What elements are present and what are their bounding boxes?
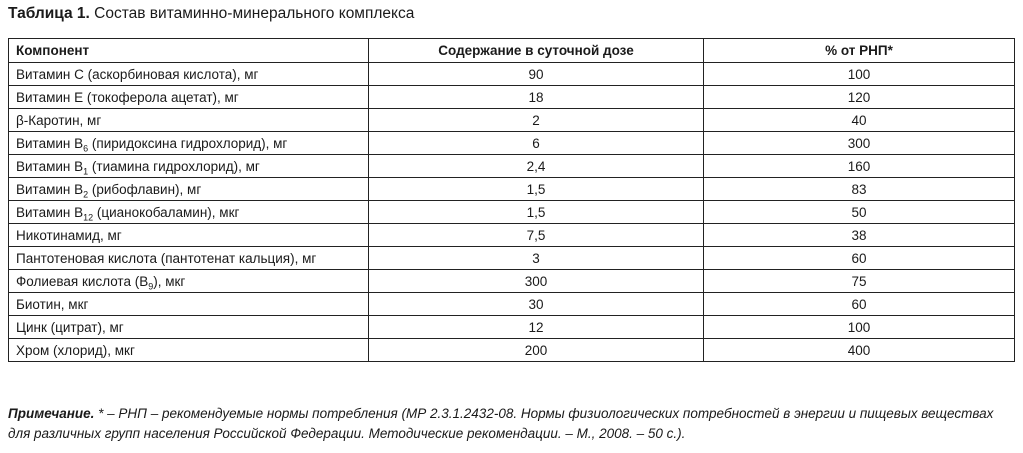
row-pct: 38 [704, 224, 1015, 247]
header-component: Компонент [9, 39, 369, 63]
row-pct: 160 [704, 155, 1015, 178]
row-name-subscript: 12 [83, 212, 94, 223]
row-name: Хром (хлорид), мкг [9, 339, 369, 362]
row-dose: 300 [369, 270, 704, 293]
row-name-post: (пиридоксина гидрохлорид), мг [88, 135, 288, 151]
row-name-pre: Витамин B [16, 204, 84, 220]
row-name [9, 270, 369, 293]
table-row [9, 339, 1015, 362]
row-pct: 40 [704, 109, 1015, 132]
table-caption [8, 4, 414, 24]
row-dose: 200 [369, 339, 704, 362]
row-name [9, 201, 369, 224]
table-row [9, 316, 1015, 339]
row-dose: 1,5 [369, 201, 704, 224]
table-row [9, 201, 1015, 224]
table-row [9, 293, 1015, 316]
table-row [9, 155, 1015, 178]
row-name: Пантотеновая кислота (пантотенат кальция), мг [9, 247, 369, 270]
row-pct: 60 [704, 293, 1015, 316]
table-row [9, 247, 1015, 270]
row-name-pre: Витамин B [16, 181, 84, 197]
row-name-subscript: 1 [83, 166, 89, 177]
row-dose: 90 [369, 63, 704, 86]
footnote-label: Примечание. [8, 406, 95, 421]
row-pct: 100 [704, 63, 1015, 86]
row-name-subscript: 6 [83, 143, 89, 154]
row-pct: 120 [704, 86, 1015, 109]
row-dose: 12 [369, 316, 704, 339]
row-dose: 2 [369, 109, 704, 132]
row-name [9, 178, 369, 201]
row-name-post: ), мкг [153, 273, 186, 289]
row-name-pre: Витамин B [16, 158, 84, 174]
table-row [9, 63, 1015, 86]
vitamin-table [8, 38, 1015, 362]
row-name-pre: Фолиевая кислота (B [16, 273, 149, 289]
row-pct: 100 [704, 316, 1015, 339]
row-name: Цинк (цитрат), мг [9, 316, 369, 339]
table-row [9, 109, 1015, 132]
row-pct: 300 [704, 132, 1015, 155]
table-header-row [9, 39, 1015, 63]
row-name-subscript: 9 [148, 281, 154, 292]
table-row [9, 86, 1015, 109]
footnote-text: * – РНП – рекомендуемые нормы потребления (МР 2.3.1.2432-08. Нормы физиологических потребностей в энергии и пищевых веществах для различных групп населения Российской Федерации. Методические рекомендации. – М., 2008. – 50 с.). [8, 406, 994, 441]
row-pct: 75 [704, 270, 1015, 293]
row-name: Витамин Е (токоферола ацетат), мг [9, 86, 369, 109]
row-name: Витамин С (аскорбиновая кислота), мг [9, 63, 369, 86]
row-pct: 400 [704, 339, 1015, 362]
table-footnote [8, 404, 1018, 444]
row-name: β-Каротин, мг [9, 109, 369, 132]
row-dose: 1,5 [369, 178, 704, 201]
row-name: Биотин, мкг [9, 293, 369, 316]
table-row [9, 224, 1015, 247]
row-dose: 30 [369, 293, 704, 316]
row-name [9, 155, 369, 178]
caption-label: Таблица 1. [8, 5, 90, 22]
row-name-post: (тиамина гидрохлорид), мг [88, 158, 260, 174]
row-name-subscript: 2 [83, 189, 89, 200]
row-pct: 60 [704, 247, 1015, 270]
row-name-pre: Витамин B [16, 135, 84, 151]
row-name [9, 132, 369, 155]
table-row [9, 270, 1015, 293]
caption-text: Состав витаминно-минерального комплекса [94, 5, 415, 22]
table-row [9, 178, 1015, 201]
row-name-post: (рибофлавин), мг [88, 181, 202, 197]
row-pct: 50 [704, 201, 1015, 224]
row-dose: 6 [369, 132, 704, 155]
table-row [9, 132, 1015, 155]
row-dose: 3 [369, 247, 704, 270]
row-name-post: (цианокобаламин), мкг [93, 204, 240, 220]
row-name: Никотинамид, мг [9, 224, 369, 247]
row-dose: 18 [369, 86, 704, 109]
row-pct: 83 [704, 178, 1015, 201]
header-dose: Содержание в суточной дозе [369, 39, 704, 63]
header-pct: % от РНП* [704, 39, 1015, 63]
row-dose: 7,5 [369, 224, 704, 247]
row-dose: 2,4 [369, 155, 704, 178]
